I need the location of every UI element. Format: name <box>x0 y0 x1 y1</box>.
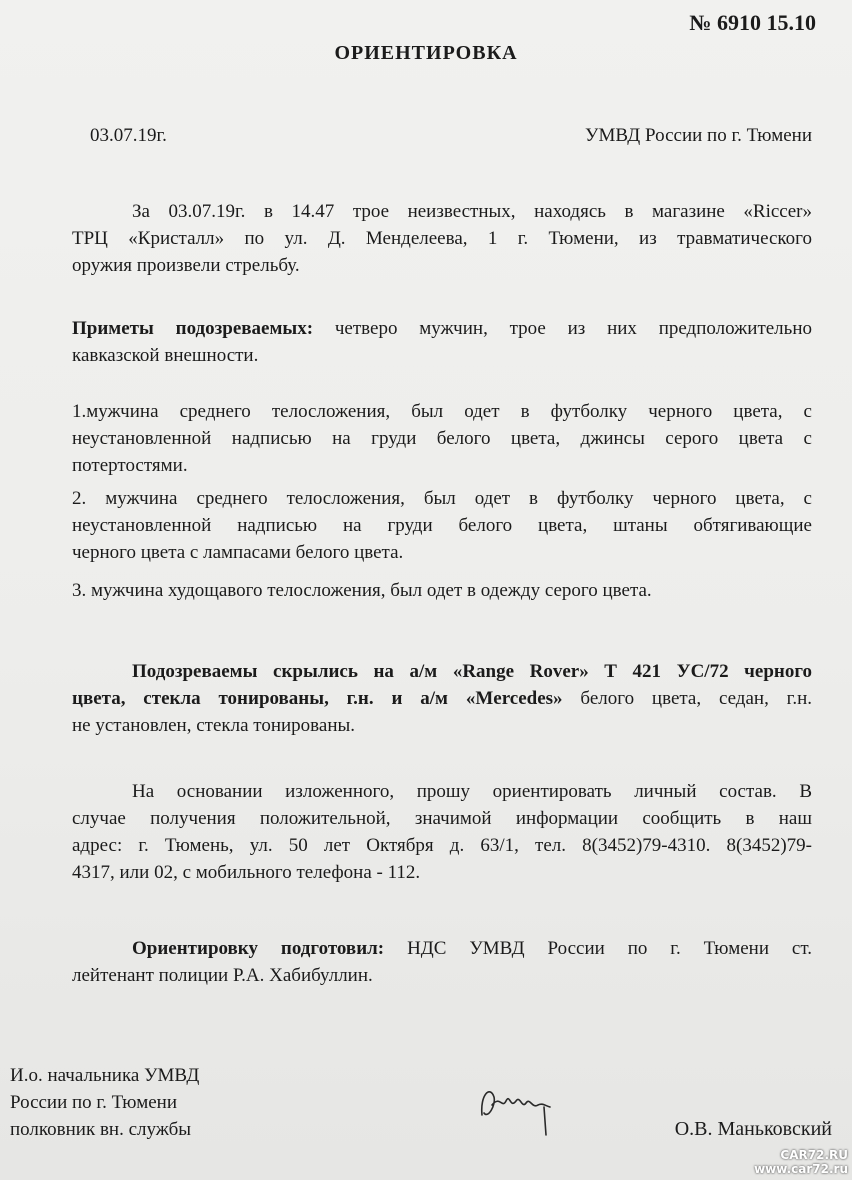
request-line: адрес: г. Тюмень, ул. 50 лет Октября д. 63/1, тел. 8(3452)79-4310. 8(3452)79- <box>72 835 812 856</box>
document-date: 03.07.19г. <box>90 125 167 146</box>
prepared-text: НДС УМВД России по г. Тюмени ст. <box>384 938 812 959</box>
signatory-position <box>10 1062 199 1143</box>
signatory-name: О.В. Маньковский <box>674 1118 832 1140</box>
request-line: На основании изложенного, прошу ориентировать личный состав. В <box>132 781 812 802</box>
suspect-line: 3. мужчина худощавого телосложения, был одет в одежду серого цвета. <box>72 580 652 601</box>
suspect-line: 2. мужчина среднего телосложения, был одет в футболку черного цвета, с <box>72 488 812 509</box>
suspect-1-paragraph <box>72 398 812 479</box>
signs-text: четверо мужчин, трое из них предположительно <box>313 318 812 339</box>
signatory-line: И.о. начальника УМВД <box>10 1065 200 1086</box>
request-line: 4317, или 02, с мобильного телефона - 112. <box>72 862 421 883</box>
request-line: случае получения положительной, значимой информации сообщить в наш <box>72 808 812 829</box>
handwritten-signature <box>470 1075 560 1145</box>
vehicles-line: не установлен, стекла тонированы. <box>72 715 356 736</box>
suspect-line: черного цвета с лампасами белого цвета. <box>72 542 404 563</box>
site-watermark <box>754 1148 848 1176</box>
signatory-line: полковник вн. службы <box>10 1119 192 1140</box>
issuing-organization: УМВД России по г. Тюмени <box>585 125 812 146</box>
suspect-line: 1.мужчина среднего телосложения, был одет в футболку черного цвета, с <box>72 401 812 422</box>
incident-line: оружия произвели стрельбу. <box>72 255 300 276</box>
vehicles-text: белого цвета, седан, г.н. <box>562 688 812 709</box>
incident-paragraph <box>72 198 812 279</box>
watermark-line: CAR72.RU <box>780 1148 848 1162</box>
prepared-line <box>72 935 812 962</box>
incident-line: ТРЦ «Кристалл» по ул. Д. Менделеева, 1 г. Тюмени, из травматического <box>72 228 812 249</box>
signs-line <box>72 315 812 342</box>
vehicles-bold-text: цвета, стекла тонированы, г.н. и а/м «Mercedes» <box>72 688 563 709</box>
prepared-line: лейтенант полиции Р.А. Хабибуллин. <box>72 965 373 986</box>
suspect-3-paragraph <box>72 577 812 604</box>
vehicles-line: Подозреваемы скрылись на а/м «Range Rover» Т 421 УС/72 черного <box>132 661 812 682</box>
signs-line: кавказской внешности. <box>72 345 259 366</box>
suspect-line: потертостями. <box>72 455 188 476</box>
vehicles-paragraph <box>72 658 812 739</box>
prepared-label: Ориентировку подготовил: <box>132 938 385 959</box>
prepared-by-paragraph <box>72 935 812 989</box>
incident-line: За 03.07.19г. в 14.47 трое неизвестных, находясь в магазине «Riccer» <box>132 201 812 222</box>
document-title: ОРИЕНТИРОВКА <box>334 42 518 64</box>
suspect-line: неустановленной надписью на груди белого цвета, джинсы серого цвета с <box>72 428 812 449</box>
suspect-2-paragraph <box>72 485 812 566</box>
suspects-signs-paragraph <box>72 315 812 369</box>
vehicles-line <box>72 685 812 712</box>
suspect-line: неустановленной надписью на груди белого цвета, штаны обтягивающие <box>72 515 812 536</box>
signs-label: Приметы подозреваемых: <box>72 318 314 339</box>
request-paragraph <box>72 778 812 886</box>
watermark-line: www.car72.ru <box>754 1162 848 1176</box>
document-number: № 6910 15.10 <box>689 10 816 35</box>
signatory-line: России по г. Тюмени <box>10 1092 177 1113</box>
